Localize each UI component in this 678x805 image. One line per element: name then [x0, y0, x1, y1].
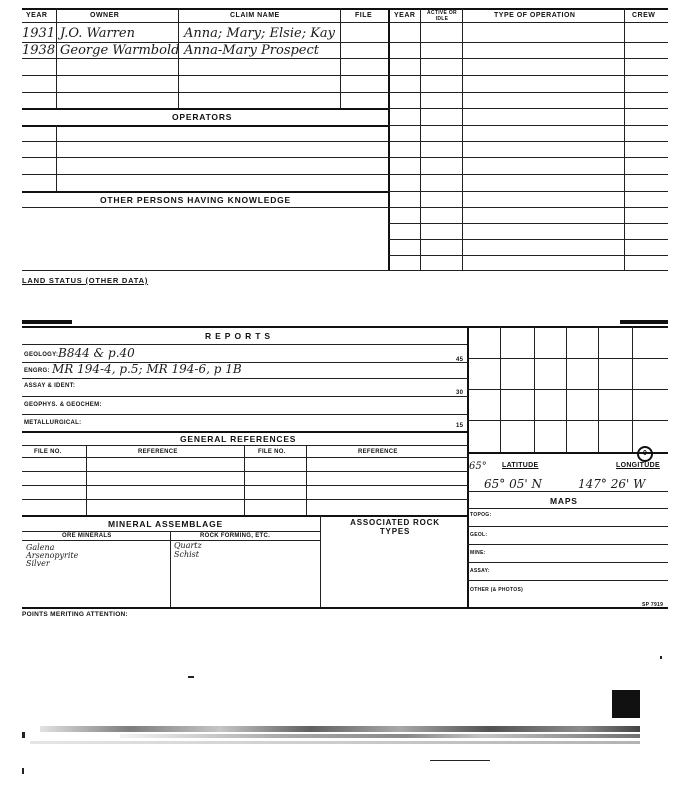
points-meriting-attention: POINTS MERITING ATTENTION:: [22, 611, 129, 618]
reports-title: REPORTS: [205, 331, 275, 341]
genref-reference-2: REFERENCE: [358, 449, 398, 455]
geology-label: GEOLOGY:: [24, 352, 59, 358]
ops-header-year: YEAR: [394, 12, 416, 19]
header-year: YEAR: [26, 12, 48, 19]
header-claim-name: CLAIM NAME: [230, 12, 280, 19]
ops-header-type: TYPE OF OPERATION: [494, 12, 576, 19]
genref-file-no-1: FILE NO.: [34, 449, 62, 455]
rock-forming-1: Quartz: [174, 541, 202, 550]
maps-mine: MINE:: [470, 550, 486, 556]
maps-assay: ASSAY:: [470, 568, 490, 574]
ore-minerals-header: ORE MINERALS: [62, 533, 112, 539]
other-persons-title: OTHER PERSONS HAVING KNOWLEDGE: [100, 195, 292, 205]
mineral-assemblage-title: MINERAL ASSEMBLAGE: [108, 519, 223, 529]
assay-label: ASSAY & IDENT:: [24, 383, 76, 389]
maps-title: MAPS: [550, 496, 578, 506]
operators-title: OPERATORS: [172, 112, 233, 122]
side-number-45: 45: [456, 357, 464, 363]
ore-mineral-3: Silver: [26, 559, 50, 568]
claim-row-1-claim: Anna; Mary; Elsie; Kay: [184, 26, 336, 41]
latitude-value: 65° 05' N: [484, 477, 542, 491]
longitude-label: LONGITUDE: [616, 462, 660, 469]
land-status-label: LAND STATUS (OTHER DATA): [22, 276, 149, 285]
general-references-title: GENERAL REFERENCES: [180, 434, 297, 444]
claim-row-2-claim: Anna-Mary Prospect: [184, 43, 320, 58]
header-file: FILE: [355, 12, 373, 19]
geophys-label: GEOPHYS. & GEOCHEM:: [24, 402, 102, 408]
engrg-label: ENGRG:: [24, 368, 50, 374]
claim-row-2-year: 1938: [22, 43, 56, 58]
genref-reference-1: REFERENCE: [138, 449, 178, 455]
claim-row-2-owner: George Warmbold: [60, 43, 180, 58]
header-owner: OWNER: [90, 12, 120, 19]
claim-row-1-owner: J.O. Warren: [60, 26, 135, 41]
claim-row-1-year: 1931: [22, 26, 56, 41]
genref-file-no-2: FILE NO.: [258, 449, 286, 455]
ops-header-crew: CREW: [632, 12, 656, 19]
rock-forming-2: Schist: [174, 550, 199, 559]
form-code: SP 7919: [642, 602, 664, 608]
maps-geol: GEOL:: [470, 532, 488, 538]
ore-mineral-1: Galena: [26, 543, 55, 552]
latitude-label: LATITUDE: [502, 462, 539, 469]
longitude-value: 147° 26' W: [578, 477, 646, 491]
side-number-30: 30: [456, 390, 464, 396]
ore-mineral-2: Arsenopyrite: [26, 551, 79, 560]
side-number-15: 15: [456, 423, 464, 429]
maps-other: OTHER (& PHOTOS): [470, 587, 524, 593]
geology-value: B844 & p.40: [58, 346, 135, 360]
engrg-value: MR 194-4, p.5; MR 194-6, p 1B: [52, 362, 242, 376]
circle-mark: 0: [637, 446, 653, 462]
metallurgical-label: METALLURGICAL:: [24, 420, 82, 426]
associated-rock-types: ASSOCIATED ROCK TYPES: [350, 518, 440, 536]
maps-topog: TOPOG:: [470, 512, 492, 518]
rock-forming-header: ROCK FORMING, ETC.: [200, 533, 271, 539]
lat-prefix: 65°: [469, 461, 487, 472]
ops-header-active-idle: ACTIVE OR IDLE: [427, 10, 457, 22]
